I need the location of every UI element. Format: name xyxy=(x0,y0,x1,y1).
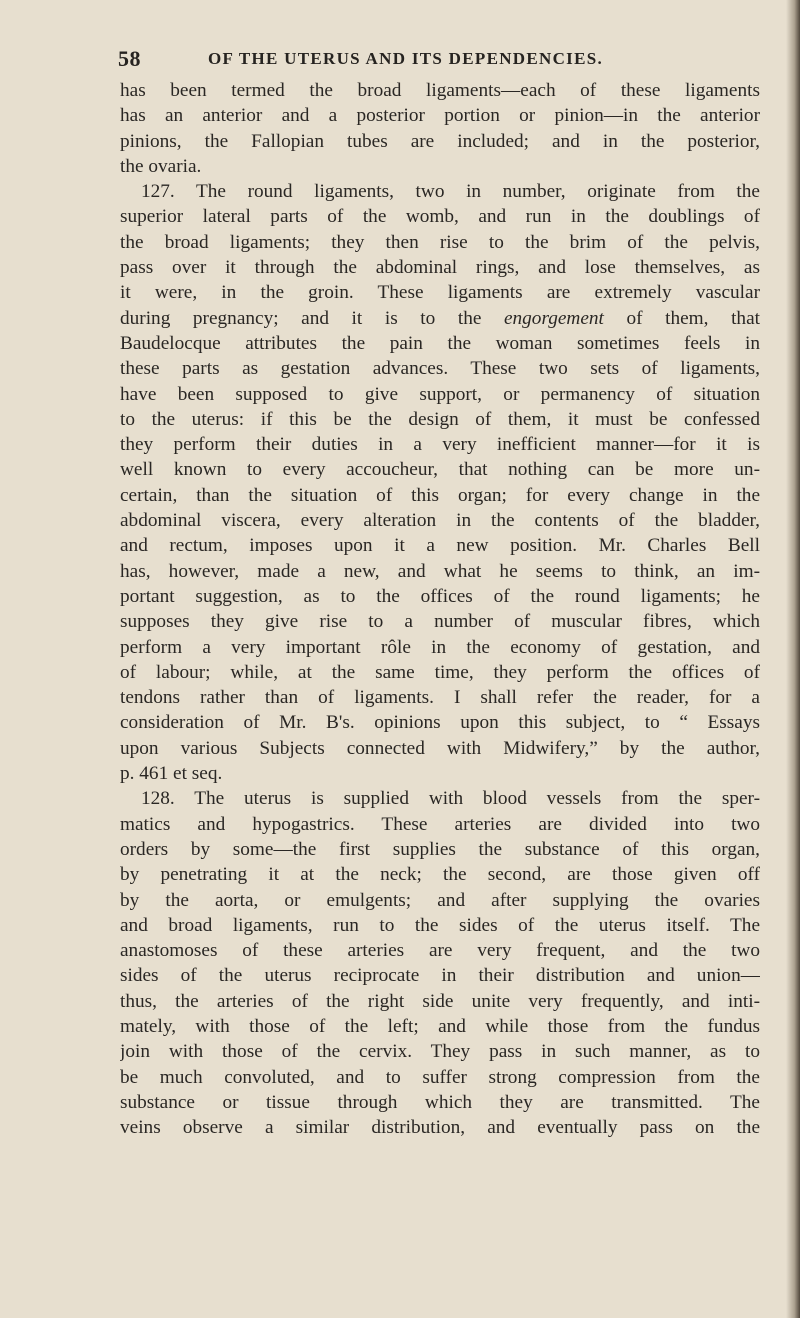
text-line: the broad ligaments; they then rise to the brim of the pelvis, xyxy=(120,231,760,253)
page-edge-shadow xyxy=(786,0,800,1318)
text-line-with-italic xyxy=(120,306,760,331)
text-line: by the aorta, or emulgents; and after supplying the ovaries xyxy=(120,889,760,911)
running-head xyxy=(118,46,760,72)
text-line: mately, with those of the left; and while those from the fundus xyxy=(120,1015,760,1037)
running-title: OF THE UTERUS AND ITS DEPENDENCIES. xyxy=(208,49,604,68)
text-line: orders by some—the first supplies the substance of this organ, xyxy=(120,838,760,860)
text-line: certain, than the situation of this organ; for every change in the xyxy=(120,484,760,506)
text-line: well known to every accoucheur, that nothing can be more un- xyxy=(120,459,760,481)
text-line: perform a very important rôle in the economy of gestation, and xyxy=(120,636,760,658)
text-line: Baudelocque attributes the pain the woman sometimes feels in xyxy=(120,332,760,354)
text-line: superior lateral parts of the womb, and run in the doublings of xyxy=(120,206,760,228)
text-line: join with those of the cervix. They pass in such manner, as to xyxy=(120,1041,760,1063)
text-line: they perform their duties in a very inefficient manner—for it is xyxy=(120,434,760,456)
text-line: p. 461 et seq. xyxy=(120,763,223,785)
text-line: substance or tissue through which they are transmitted. The xyxy=(120,1091,760,1113)
text-line: have been supposed to give support, or permanency of situation xyxy=(120,383,760,405)
text-line: by penetrating it at the neck; the second, are those given off xyxy=(120,864,760,886)
text-line: abdominal viscera, every alteration in the contents of the bladder, xyxy=(120,510,760,532)
paragraph-128-start: 128. The uterus is supplied with blood vessels from the sper- xyxy=(141,788,760,810)
text-line: has been termed the broad ligaments—each of these ligaments xyxy=(120,80,760,101)
text-segment: of them, that xyxy=(603,307,760,329)
body-text xyxy=(120,78,760,1140)
text-line: to the uterus: if this be the design of them, it must be confessed xyxy=(120,408,760,430)
text-line: has an anterior and a posterior portion or pinion—in the anterior xyxy=(120,105,760,127)
text-line: be much convoluted, and to suffer strong compression from the xyxy=(120,1066,760,1088)
text-line: these parts as gestation advances. These two sets of ligaments, xyxy=(120,358,760,380)
text-line: supposes they give rise to a number of muscular fibres, which xyxy=(120,611,760,633)
text-line: of labour; while, at the same time, they perform the offices of xyxy=(120,661,760,683)
text-line: veins observe a similar distribution, and eventually pass on the xyxy=(120,1117,760,1139)
text-line: pass over it through the abdominal rings, and lose themselves, as xyxy=(120,257,760,279)
text-line: sides of the uterus reciprocate in their distribution and union— xyxy=(120,965,760,987)
text-line: upon various Subjects connected with Midwifery,” by the author, xyxy=(120,737,760,759)
text-line: matics and hypogastrics. These arteries are divided into two xyxy=(120,813,760,835)
text-line: thus, the arteries of the right side unite very frequently, and inti- xyxy=(120,990,760,1012)
text-line: portant suggestion, as to the offices of the round ligaments; he xyxy=(120,585,760,607)
text-line: pinions, the Fallopian tubes are included; and in the posterior, xyxy=(120,130,760,152)
text-line: and rectum, imposes upon it a new position. Mr. Charles Bell xyxy=(120,535,760,557)
page-number: 58 xyxy=(118,46,141,71)
text-line: has, however, made a new, and what he seems to think, an im- xyxy=(120,560,760,582)
text-line: tendons rather than of ligaments. I shall refer the reader, for a xyxy=(120,687,760,709)
text-line: anastomoses of these arteries are very frequent, and the two xyxy=(120,940,760,962)
text-line: consideration of Mr. B's. opinions upon this subject, to “ Essays xyxy=(120,712,760,734)
italic-word: engorgement xyxy=(503,307,604,329)
text-line: it were, in the groin. These ligaments are extremely vascular xyxy=(120,282,760,304)
text-line: the ovaria. xyxy=(120,155,202,177)
paragraph-127-start: 127. The round ligaments, two in number, originate from the xyxy=(141,181,760,203)
text-line: and broad ligaments, run to the sides of the uterus itself. The xyxy=(120,914,760,936)
text-segment: during pregnancy; and it is to the xyxy=(120,307,504,329)
